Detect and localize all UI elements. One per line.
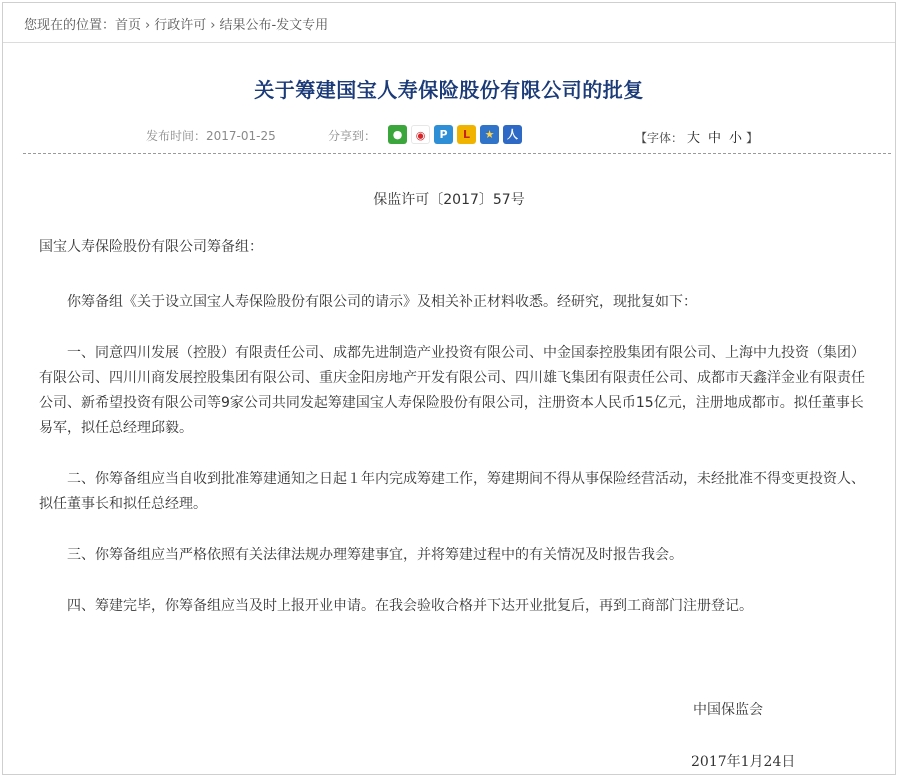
font-small-button[interactable]: 小 <box>729 131 743 146</box>
breadcrumb-home-link[interactable]: 首页 <box>115 18 142 33</box>
wechat-icon[interactable]: ● <box>388 125 407 144</box>
font-large-button[interactable]: 大 <box>687 131 701 146</box>
breadcrumb-prefix: 您现在的位置： <box>24 18 116 33</box>
font-size-control <box>635 127 758 146</box>
page-title: 关于筹建国宝人寿保险股份有限公司的批复 <box>254 78 644 102</box>
qzone-icon[interactable]: P <box>434 125 453 144</box>
document-number: 保监许可〔2017〕57号 <box>373 192 525 208</box>
tencent-weibo-icon[interactable]: L <box>457 125 476 144</box>
paragraph-item-1: 一、同意四川发展（控股）有限责任公司、成都先进制造产业投资有限公司、中金国泰控股集团有限公司、上海中九投资（集团）有限公司、四川川商发展控股集团有限公司、重庆金阳房地产开发有限公司、四川雄飞集团有限责任公司、成都市天鑫洋金业有限责任公司、新希望投资有限公司等9家公司共同发起筹建国宝人寿保险股份有限公司，注册资本人民币15亿元，注册地成都市。拟任董事长易军，拟任总经理邱毅。 <box>39 345 865 436</box>
signature: 中国保监会 <box>693 702 763 718</box>
share-icons <box>388 125 522 144</box>
page-frame <box>2 2 896 775</box>
share-label: 分享到： <box>328 129 377 143</box>
qq-favorite-icon[interactable]: ★ <box>480 125 499 144</box>
breadcrumb-separator: › <box>210 18 216 33</box>
paragraph-item-4: 四、筹建完毕，你筹备组应当及时上报开业申请。在我会验收合格并下达开业批复后，再到工商部门注册登记。 <box>67 598 753 614</box>
weibo-icon[interactable]: ◉ <box>411 125 430 144</box>
divider <box>23 153 891 154</box>
breadcrumb <box>3 3 895 43</box>
renren-icon[interactable]: 人 <box>503 125 522 144</box>
paragraph-intro: 你筹备组《关于设立国宝人寿保险股份有限公司的请示》及相关补正材料收悉。经研究，现批复如下： <box>67 294 697 310</box>
publish-info <box>146 127 276 144</box>
font-label-open: 【字体： <box>635 131 684 145</box>
font-label-close: 】 <box>746 131 759 145</box>
article-body <box>39 235 871 645</box>
breadcrumb-separator: › <box>145 18 151 33</box>
breadcrumb-results-link[interactable]: 结果公布-发文专用 <box>219 18 329 33</box>
salutation: 国宝人寿保险股份有限公司筹备组： <box>39 239 263 255</box>
article-meta <box>3 127 895 149</box>
sign-date: 2017年1月24日 <box>691 754 796 770</box>
paragraph-item-2: 二、你筹备组应当自收到批准筹建通知之日起１年内完成筹建工作，筹建期间不得从事保险经营活动，未经批准不得变更投资人、拟任董事长和拟任总经理。 <box>39 471 865 512</box>
breadcrumb-admin-license-link[interactable]: 行政许可 <box>154 18 207 33</box>
font-medium-button[interactable]: 中 <box>708 131 722 146</box>
publish-label: 发布时间： <box>146 129 207 143</box>
paragraph-item-3: 三、你筹备组应当严格依照有关法律法规办理筹建事宜，并将筹建过程中的有关情况及时报告我会。 <box>67 547 683 563</box>
publish-date: 2017-01-25 <box>206 129 276 143</box>
